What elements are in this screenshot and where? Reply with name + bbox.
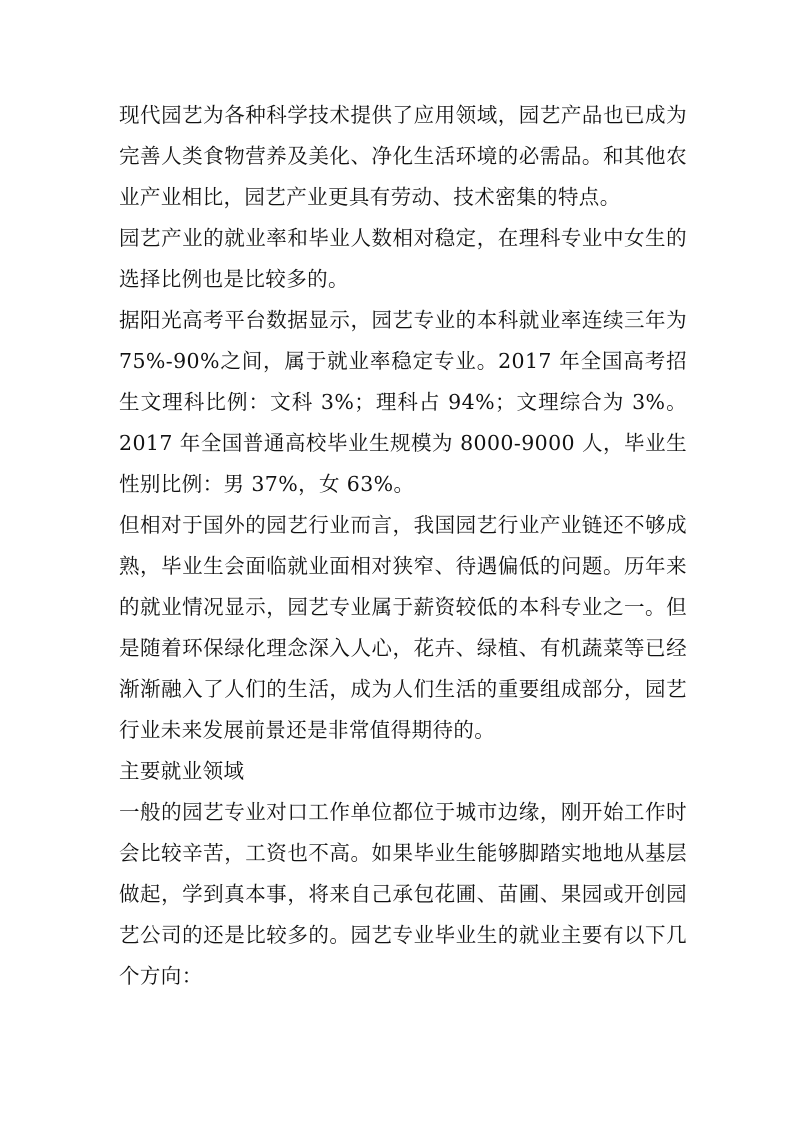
section-heading-employment-fields: 主要就业领域 [119,759,245,783]
paragraph-employment-stability: 园艺产业的就业率和毕业人数相对稳定，在理科专业中女生的选择比例也是比较多的。 [119,226,687,291]
paragraph-industry-outlook: 但相对于国外的园艺行业而言，我国园艺行业产业链还不够成熟，毕业生会面临就业面相对狭窄、待遇偏低的问题。历年来的就业情况显示，园艺专业属于薪资较低的本科专业之一。但是随着环保绿化理念深入人心，花卉、绿植、有机蔬菜等已经渐渐融入了人们的生活，成为人们生活的重要组成部分，园艺行业未来发展前景还是非常值得期待的。 [119,513,687,742]
document-body [119,95,687,997]
paragraph-employment-directions: 一般的园艺专业对口工作单位都位于城市边缘，刚开始工作时会比较辛苦，工资也不高。如果毕业生能够脚踏实地地从基层做起，学到真本事，将来自己承包花圃、苗圃、果园或开创园艺公司的还是比较多的。园艺专业毕业生的就业主要有以下几个方向： [119,800,687,988]
paragraph-statistics: 据阳光高考平台数据显示，园艺专业的本科就业率连续三年为 75%-90%之间，属于就业率稳定专业。2017 年全国高考招生文理科比例：文科 3%；理科占 94%；文理综合为 3%。2017 年全国普通高校毕业生规模为 8000-9000 人，毕业生性别比例：男 37%，女 63%。 [119,308,687,496]
paragraph-intro: 现代园艺为各种科学技术提供了应用领域，园艺产品也已成为完善人类食物营养及美化、净化生活环境的必需品。和其他农业产业相比，园艺产业更具有劳动、技术密集的特点。 [119,103,687,209]
